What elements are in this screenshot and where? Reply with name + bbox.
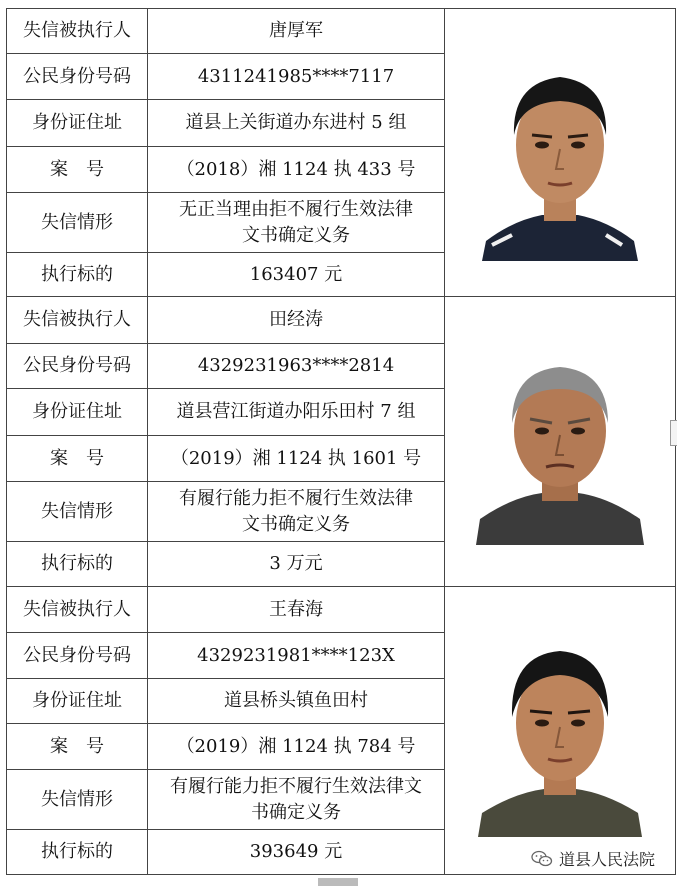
label-name: 失信被执行人 — [7, 9, 148, 54]
value-address: 道县营江街道办阳乐田村 7 组 — [148, 389, 445, 436]
row-name — [7, 297, 676, 344]
situation-line: 文书确定义务 — [242, 513, 350, 535]
value-id: 4329231963****2814 — [148, 344, 445, 389]
label-name: 失信被执行人 — [7, 297, 148, 344]
row-name — [7, 587, 676, 633]
bottom-scroll-tab[interactable] — [318, 878, 358, 886]
label-address: 身份证住址 — [7, 679, 148, 724]
watermark-text: 道县人民法院 — [558, 850, 655, 869]
label-id: 公民身份号码 — [7, 633, 148, 679]
value-address: 道县桥头镇鱼田村 — [148, 679, 445, 724]
photo-cell — [445, 9, 676, 297]
value-situation — [148, 193, 445, 253]
label-id: 公民身份号码 — [7, 344, 148, 389]
label-address: 身份证住址 — [7, 389, 148, 436]
value-id: 4311241985****7117 — [148, 54, 445, 100]
situation-line: 文书确定义务 — [242, 224, 350, 246]
photo-cell — [445, 587, 676, 875]
label-case: 案 号 — [7, 147, 148, 193]
label-amount: 执行标的 — [7, 542, 148, 587]
value-amount: 3 万元 — [148, 542, 445, 587]
label-situation: 失信情形 — [7, 193, 148, 253]
situation-line: 有履行能力拒不履行生效法律文 — [170, 775, 422, 797]
value-amount: 163407 元 — [148, 253, 445, 297]
label-address: 身份证住址 — [7, 100, 148, 147]
value-id: 4329231981****123X — [148, 633, 445, 679]
situation-line: 书确定义务 — [251, 801, 341, 823]
value-case: （2019）湘 1124 执 784 号 — [148, 724, 445, 770]
portrait-photo-2 — [472, 339, 648, 545]
portrait-photo-3 — [472, 625, 648, 837]
situation-line: 无正当理由拒不履行生效法律 — [179, 198, 413, 220]
defaulter-table — [6, 8, 676, 875]
label-id: 公民身份号码 — [7, 54, 148, 100]
value-case: （2019）湘 1124 执 1601 号 — [148, 436, 445, 482]
value-name: 唐厚军 — [148, 9, 445, 54]
value-amount: 393649 元 — [148, 830, 445, 875]
value-name: 田经涛 — [148, 297, 445, 344]
value-situation — [148, 770, 445, 830]
disclosure-sheet — [6, 8, 672, 875]
label-case: 案 号 — [7, 724, 148, 770]
side-scroll-handle[interactable] — [670, 420, 677, 446]
label-situation: 失信情形 — [7, 770, 148, 830]
label-name: 失信被执行人 — [7, 587, 148, 633]
row-name — [7, 9, 676, 54]
value-address: 道县上关街道办东进村 5 组 — [148, 100, 445, 147]
label-situation: 失信情形 — [7, 482, 148, 542]
value-name: 王春海 — [148, 587, 445, 633]
watermark — [527, 845, 659, 872]
label-amount: 执行标的 — [7, 830, 148, 875]
wechat-icon — [531, 850, 553, 868]
value-case: （2018）湘 1124 执 433 号 — [148, 147, 445, 193]
photo-cell — [445, 297, 676, 587]
value-situation — [148, 482, 445, 542]
portrait-photo-1 — [472, 45, 648, 261]
situation-line: 有履行能力拒不履行生效法律 — [179, 487, 413, 509]
label-case: 案 号 — [7, 436, 148, 482]
label-amount: 执行标的 — [7, 253, 148, 297]
